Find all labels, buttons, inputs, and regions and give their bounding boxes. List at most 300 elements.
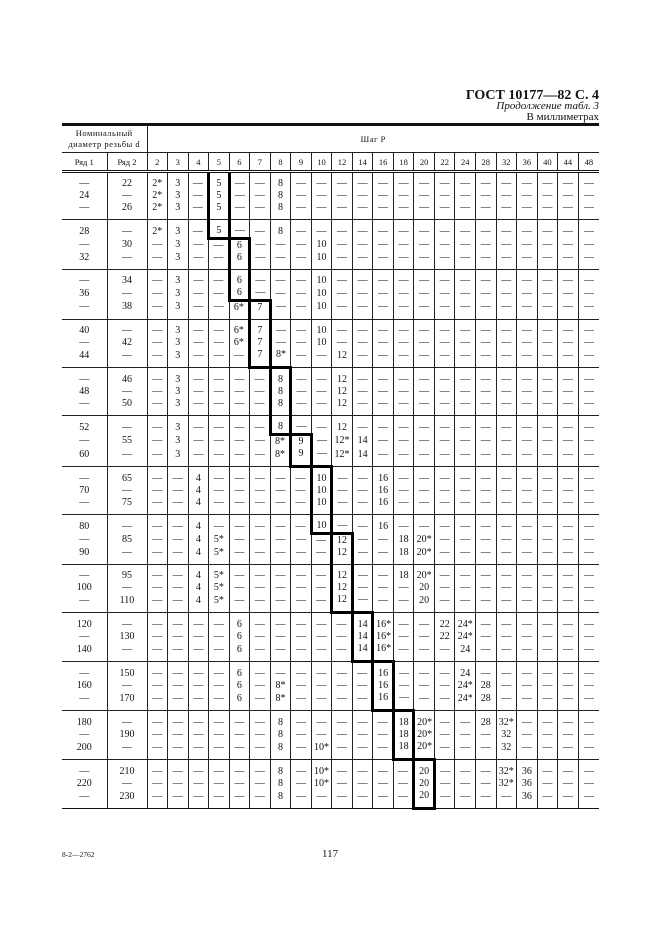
pitch-cell: — bbox=[147, 497, 168, 515]
pitch-cell: — bbox=[188, 692, 209, 711]
pitch-cell: 8 bbox=[270, 386, 291, 398]
pitch-cell: — bbox=[455, 386, 476, 398]
pitch-cell: 5* bbox=[209, 547, 230, 565]
pitch-cell: 6 bbox=[229, 613, 250, 632]
pitch-cell: — bbox=[332, 711, 353, 730]
pitch-cell: — bbox=[455, 435, 476, 449]
pitch-cell: — bbox=[209, 485, 230, 497]
pitch-cell: — bbox=[476, 448, 497, 467]
pitch-cell: 16* bbox=[373, 613, 394, 632]
row2-diameter-cell: 170 bbox=[107, 692, 147, 711]
pitch-cell: — bbox=[270, 582, 291, 594]
row1-diameter-cell: 28 bbox=[62, 220, 107, 239]
pitch-cell: — bbox=[537, 448, 558, 467]
row1-diameter-cell: 200 bbox=[76, 741, 92, 753]
pitch-cell: — bbox=[414, 680, 435, 692]
pitch-cell: 2* bbox=[147, 172, 168, 191]
pitch-cell: — bbox=[352, 534, 373, 548]
pitch-cell: 6 bbox=[229, 631, 250, 643]
pitch-cell: — bbox=[168, 662, 189, 681]
pitch-cell: — bbox=[311, 631, 332, 643]
pitch-cell: — bbox=[250, 515, 271, 534]
pitch-cell: — bbox=[352, 711, 373, 730]
row1-diameter-cell: — bbox=[62, 662, 107, 681]
pitch-cell: — bbox=[270, 643, 291, 662]
pitch-cell: — bbox=[311, 349, 332, 368]
pitch-cell: — bbox=[517, 547, 538, 565]
pitch-cell: — bbox=[209, 680, 230, 692]
table-row bbox=[62, 778, 599, 790]
pitch-cell: 10 bbox=[311, 252, 332, 270]
pitch-cell: — bbox=[537, 416, 558, 435]
pitch-cell: 10* bbox=[311, 741, 332, 760]
pitch-cell: — bbox=[250, 252, 271, 270]
pitch-cell: 4 bbox=[188, 582, 209, 594]
pitch-cell: — bbox=[311, 398, 332, 416]
pitch-cell: — bbox=[168, 680, 189, 692]
pitch-cell: — bbox=[373, 741, 394, 760]
pitch-cell: — bbox=[373, 760, 394, 779]
pitch-cell: — bbox=[291, 320, 312, 338]
pitch-cell: — bbox=[311, 790, 332, 809]
pitch-cell: — bbox=[517, 631, 538, 643]
pitch-cell: — bbox=[496, 662, 517, 681]
pitch-cell: — bbox=[332, 692, 353, 711]
row1-header: Ряд 1 bbox=[62, 153, 107, 172]
pitch-cell: — bbox=[517, 337, 538, 349]
pitch-cell: 20* bbox=[414, 729, 435, 741]
pitch-cell: — bbox=[496, 202, 517, 220]
pitch-column-header: 7 bbox=[250, 153, 271, 172]
pitch-cell: 5 bbox=[209, 172, 230, 191]
pitch-cell: 3 bbox=[168, 301, 189, 320]
pitch-cell: 5 bbox=[209, 190, 230, 202]
table-row bbox=[62, 398, 599, 416]
pitch-cell: 10 bbox=[311, 301, 332, 320]
pitch-cell: — bbox=[291, 190, 312, 202]
pitch-cell: — bbox=[558, 448, 579, 467]
pitch-cell: 22 bbox=[434, 631, 455, 643]
pitch-cell: — bbox=[455, 220, 476, 239]
pitch-cell: — bbox=[332, 729, 353, 741]
pitch-cell: — bbox=[147, 416, 168, 435]
pitch-cell: — bbox=[537, 643, 558, 662]
pitch-cell: — bbox=[455, 729, 476, 741]
pitch-cell: 16 bbox=[373, 680, 394, 692]
pitch-cell: — bbox=[517, 270, 538, 288]
pitch-cell: — bbox=[476, 760, 497, 779]
pitch-cell: 3 bbox=[168, 287, 189, 301]
pitch-column-header: 44 bbox=[558, 153, 579, 172]
pitch-cell: 3 bbox=[168, 386, 189, 398]
pitch-cell: 8 bbox=[270, 172, 291, 191]
row1-diameter-cell: 36 bbox=[79, 287, 90, 299]
pitch-cell: — bbox=[250, 547, 271, 565]
pitch-cell: — bbox=[558, 594, 579, 613]
pitch-cell: — bbox=[352, 680, 373, 692]
pitch-cell: — bbox=[352, 386, 373, 398]
row2-diameter-cell: — bbox=[107, 711, 147, 730]
pitch-cell: — bbox=[250, 778, 271, 790]
pitch-cell: — bbox=[496, 485, 517, 497]
pitch-cell: — bbox=[147, 320, 168, 338]
pitch-cell: — bbox=[496, 613, 517, 632]
pitch-cell: — bbox=[147, 386, 168, 398]
pitch-cell: — bbox=[229, 547, 250, 565]
pitch-cell: — bbox=[455, 467, 476, 486]
row1-diameter-cell: 80 bbox=[62, 515, 107, 534]
pitch-cell: — bbox=[393, 202, 414, 220]
pitch-cell: — bbox=[352, 467, 373, 486]
pitch-cell: — bbox=[332, 485, 353, 497]
pitch-cell: 24* bbox=[455, 631, 476, 643]
pitch-cell: — bbox=[393, 172, 414, 191]
pitch-cell: — bbox=[229, 594, 250, 613]
pitch-cell: — bbox=[332, 202, 353, 220]
pitch-cell: — bbox=[434, 534, 455, 548]
pitch-cell: — bbox=[558, 220, 579, 239]
pitch-cell: — bbox=[558, 416, 579, 435]
pitch-cell: — bbox=[291, 643, 312, 662]
pitch-cell: — bbox=[373, 172, 394, 191]
pitch-cell: — bbox=[291, 613, 312, 632]
pitch-cell: — bbox=[414, 172, 435, 191]
pitch-cell: — bbox=[455, 270, 476, 288]
pitch-cell: — bbox=[352, 547, 373, 565]
pitch-cell: — bbox=[476, 613, 497, 632]
pitch-cell: — bbox=[434, 270, 455, 288]
pitch-cell: — bbox=[188, 729, 209, 741]
pitch-cell: — bbox=[332, 190, 353, 202]
pitch-cell: — bbox=[476, 398, 497, 416]
pitch-cell: — bbox=[352, 485, 373, 497]
row1-diameter-cell: 48 bbox=[79, 386, 90, 397]
table-row bbox=[62, 662, 599, 681]
pitch-column-header: 24 bbox=[455, 153, 476, 172]
pitch-cell: — bbox=[393, 252, 414, 270]
pitch-cell: — bbox=[578, 582, 599, 594]
pitch-cell: — bbox=[229, 565, 250, 583]
pitch-cell: — bbox=[352, 729, 373, 741]
pitch-column-header: 10 bbox=[311, 153, 332, 172]
pitch-cell: 20* bbox=[414, 711, 435, 730]
pitch-cell: — bbox=[373, 448, 394, 467]
pitch-cell: — bbox=[291, 534, 312, 548]
pitch-cell: — bbox=[476, 565, 497, 583]
pitch-cell: — bbox=[311, 594, 332, 613]
pitch-cell: — bbox=[578, 320, 599, 338]
table-row bbox=[62, 190, 599, 202]
pitch-cell: — bbox=[311, 172, 332, 191]
pitch-cell: 8* bbox=[270, 349, 291, 368]
pitch-cell: — bbox=[188, 252, 209, 270]
pitch-cell: — bbox=[229, 368, 250, 387]
pitch-cell: — bbox=[537, 386, 558, 398]
row1-diameter-cell: 120 bbox=[62, 613, 107, 632]
row2-diameter-cell: — bbox=[107, 643, 147, 662]
pitch-cell: — bbox=[434, 349, 455, 368]
row2-diameter-cell: — bbox=[107, 386, 147, 398]
pitch-cell: 12* bbox=[332, 448, 353, 467]
pitch-cell: — bbox=[393, 631, 414, 643]
pitch-cell: — bbox=[250, 202, 271, 220]
pitch-cell: — bbox=[455, 448, 476, 467]
pitch-cell: — bbox=[250, 270, 271, 288]
pitch-cell: — bbox=[578, 631, 599, 643]
pitch-cell: 28 bbox=[476, 680, 497, 692]
pitch-cell: 6* bbox=[229, 337, 250, 349]
pitch-cell: — bbox=[352, 582, 373, 594]
pitch-cell: — bbox=[188, 287, 209, 301]
row1-diameter-cell: 32 bbox=[79, 252, 90, 263]
pitch-cell: — bbox=[455, 301, 476, 320]
pitch-cell: — bbox=[270, 301, 291, 320]
pitch-cell: 8* bbox=[270, 435, 291, 449]
pitch-cell: — bbox=[250, 565, 271, 583]
row2-diameter-cell: — bbox=[107, 485, 147, 497]
pitch-cell: 6 bbox=[229, 270, 250, 288]
row2-diameter-cell: — bbox=[107, 515, 147, 534]
row1-diameter-cell: — bbox=[62, 467, 107, 486]
pitch-cell: — bbox=[147, 613, 168, 632]
pitch-cell: — bbox=[517, 467, 538, 486]
pitch-cell: — bbox=[455, 202, 476, 220]
pitch-cell: — bbox=[352, 662, 373, 681]
pitch-cell: — bbox=[434, 497, 455, 515]
pitch-cell: — bbox=[229, 760, 250, 779]
pitch-cell: — bbox=[250, 386, 271, 398]
pitch-cell: — bbox=[188, 643, 209, 662]
pitch-cell: — bbox=[517, 448, 538, 467]
pitch-cell: — bbox=[537, 485, 558, 497]
pitch-cell: — bbox=[414, 448, 435, 467]
pitch-cell: — bbox=[209, 643, 230, 662]
pitch-cell: — bbox=[578, 547, 599, 565]
pitch-column-header: 3 bbox=[168, 153, 189, 172]
pitch-cell: — bbox=[537, 398, 558, 416]
pitch-cell: — bbox=[147, 680, 168, 692]
pitch-cell: — bbox=[517, 643, 538, 662]
pitch-cell: — bbox=[250, 485, 271, 497]
pitch-cell: — bbox=[209, 398, 230, 416]
pitch-cell: — bbox=[414, 485, 435, 497]
pitch-cell: 20 bbox=[414, 778, 435, 790]
pitch-cell: — bbox=[517, 416, 538, 435]
row2-diameter-cell: 26 bbox=[107, 202, 147, 220]
pitch-cell: — bbox=[537, 301, 558, 320]
pitch-cell: — bbox=[147, 582, 168, 594]
table-row bbox=[62, 485, 599, 497]
pitch-cell: — bbox=[147, 534, 168, 548]
pitch-cell: — bbox=[373, 202, 394, 220]
pitch-cell: — bbox=[537, 594, 558, 613]
pitch-cell: — bbox=[332, 680, 353, 692]
pitch-cell: — bbox=[414, 320, 435, 338]
row2-diameter-cell: 50 bbox=[107, 398, 147, 416]
pitch-cell: 7 bbox=[250, 301, 271, 320]
table-row bbox=[62, 711, 599, 730]
pitch-cell: — bbox=[188, 790, 209, 809]
pitch-cell: — bbox=[352, 202, 373, 220]
pitch-cell: — bbox=[476, 202, 497, 220]
pitch-cell: — bbox=[414, 631, 435, 643]
pitch-cell: — bbox=[393, 662, 414, 681]
pitch-cell: — bbox=[578, 287, 599, 301]
pitch-cell: — bbox=[373, 252, 394, 270]
pitch-cell: 20* bbox=[414, 741, 435, 760]
pitch-cell: — bbox=[352, 320, 373, 338]
pitch-cell: 8* bbox=[270, 680, 291, 692]
pitch-cell: — bbox=[578, 398, 599, 416]
pitch-cell: — bbox=[373, 594, 394, 613]
pitch-cell: — bbox=[393, 398, 414, 416]
pitch-cell: — bbox=[496, 220, 517, 239]
pitch-cell: — bbox=[250, 467, 271, 486]
pitch-cell: — bbox=[558, 582, 579, 594]
pitch-cell: 8 bbox=[270, 220, 291, 239]
table-row bbox=[62, 565, 599, 583]
pitch-cell: — bbox=[434, 320, 455, 338]
pitch-cell: — bbox=[373, 582, 394, 594]
pitch-cell: — bbox=[455, 349, 476, 368]
pitch-cell: — bbox=[578, 349, 599, 368]
pitch-cell: — bbox=[414, 398, 435, 416]
pitch-cell: — bbox=[434, 662, 455, 681]
pitch-cell: 3 bbox=[168, 368, 189, 387]
pitch-cell: 12 bbox=[332, 349, 353, 368]
pitch-cell: — bbox=[250, 680, 271, 692]
pitch-cell: — bbox=[291, 386, 312, 398]
pitch-cell: — bbox=[476, 416, 497, 435]
pitch-cell: 12 bbox=[332, 547, 353, 565]
row2-diameter-cell: — bbox=[107, 582, 147, 594]
pitch-cell: — bbox=[558, 565, 579, 583]
pitch-cell: — bbox=[168, 631, 189, 643]
pitch-cell: — bbox=[537, 547, 558, 565]
pitch-cell: — bbox=[168, 692, 189, 711]
table-row bbox=[62, 368, 599, 387]
pitch-cell: — bbox=[250, 594, 271, 613]
pitch-cell: — bbox=[517, 711, 538, 730]
pitch-cell: — bbox=[476, 467, 497, 486]
pitch-cell: — bbox=[270, 239, 291, 253]
pitch-cell: — bbox=[414, 416, 435, 435]
pitch-cell: — bbox=[147, 368, 168, 387]
pitch-cell: — bbox=[455, 320, 476, 338]
row2-diameter-cell: 130 bbox=[107, 631, 147, 643]
pitch-cell: — bbox=[434, 547, 455, 565]
pitch-cell: — bbox=[291, 565, 312, 583]
pitch-cell: — bbox=[537, 662, 558, 681]
pitch-cell: — bbox=[558, 680, 579, 692]
pitch-cell: — bbox=[250, 643, 271, 662]
pitch-cell: — bbox=[270, 337, 291, 349]
pitch-cell: — bbox=[168, 711, 189, 730]
nominal-diameter-header: Номинальный диаметр резьбы d bbox=[62, 125, 147, 153]
pitch-cell: — bbox=[558, 337, 579, 349]
pitch-cell: — bbox=[393, 515, 414, 534]
document-title: ГОСТ 10177—82 С. 4 bbox=[465, 88, 599, 103]
pitch-cell: — bbox=[229, 386, 250, 398]
pitch-cell: — bbox=[229, 349, 250, 368]
pitch-cell: — bbox=[291, 680, 312, 692]
pitch-cell: 10* bbox=[311, 778, 332, 790]
pitch-cell: — bbox=[250, 534, 271, 548]
pitch-cell: — bbox=[250, 287, 271, 301]
pitch-cell: — bbox=[434, 467, 455, 486]
pitch-cell: — bbox=[414, 202, 435, 220]
pitch-cell: — bbox=[188, 680, 209, 692]
pitch-cell: — bbox=[476, 534, 497, 548]
pitch-cell: 12* bbox=[332, 435, 353, 449]
pitch-cell: — bbox=[209, 349, 230, 368]
pitch-cell: — bbox=[352, 515, 373, 534]
row2-diameter-cell: 42 bbox=[107, 337, 147, 349]
pitch-cell: 4 bbox=[188, 594, 209, 613]
pitch-cell: 8 bbox=[270, 190, 291, 202]
pitch-cell: — bbox=[229, 190, 250, 202]
pitch-cell: 12 bbox=[332, 582, 353, 594]
pitch-cell: 5* bbox=[209, 565, 230, 583]
pitch-cell: 8 bbox=[270, 741, 291, 760]
pitch-cell: — bbox=[332, 497, 353, 515]
row2-diameter-cell: — bbox=[107, 320, 147, 338]
pitch-cell: — bbox=[352, 398, 373, 416]
row1-diameter-cell: — bbox=[79, 202, 90, 213]
pitch-cell: — bbox=[476, 368, 497, 387]
row1-diameter-cell: — bbox=[79, 239, 90, 251]
pitch-cell: — bbox=[209, 287, 230, 301]
pitch-cell: — bbox=[558, 270, 579, 288]
pitch-cell: — bbox=[578, 594, 599, 613]
pitch-cell: — bbox=[455, 790, 476, 809]
pitch-cell: — bbox=[517, 368, 538, 387]
pitch-cell: 6 bbox=[229, 287, 250, 301]
pitch-cell: 20* bbox=[414, 534, 435, 548]
pitch-cell: — bbox=[373, 534, 394, 548]
pitch-cell: — bbox=[455, 485, 476, 497]
pitch-cell: — bbox=[496, 252, 517, 270]
pitch-cell: — bbox=[476, 287, 497, 301]
row1-diameter-cell: — bbox=[62, 172, 107, 191]
pitch-cell: — bbox=[537, 729, 558, 741]
pitch-cell: — bbox=[455, 172, 476, 191]
pitch-cell: — bbox=[270, 497, 291, 515]
pitch-cell: — bbox=[352, 594, 373, 613]
pitch-cell: — bbox=[476, 790, 497, 809]
row1-diameter-cell: 44 bbox=[79, 349, 90, 361]
table-row bbox=[62, 582, 599, 594]
pitch-cell: — bbox=[352, 778, 373, 790]
pitch-cell: — bbox=[455, 778, 476, 790]
pitch-cell: — bbox=[537, 741, 558, 760]
pitch-cell: — bbox=[373, 239, 394, 253]
pitch-cell: — bbox=[517, 582, 538, 594]
table-row bbox=[62, 320, 599, 338]
pitch-cell: — bbox=[414, 239, 435, 253]
row2-diameter-cell: 210 bbox=[107, 760, 147, 779]
pitch-cell: — bbox=[558, 613, 579, 632]
pitch-cell: — bbox=[455, 582, 476, 594]
pitch-cell: — bbox=[537, 711, 558, 730]
pitch-cell: — bbox=[291, 202, 312, 220]
pitch-cell: — bbox=[168, 790, 189, 809]
pitch-cell: — bbox=[188, 613, 209, 632]
pitch-cell: 8 bbox=[270, 729, 291, 741]
pitch-cell: — bbox=[332, 270, 353, 288]
pitch-cell: — bbox=[373, 349, 394, 368]
pitch-cell: — bbox=[352, 239, 373, 253]
